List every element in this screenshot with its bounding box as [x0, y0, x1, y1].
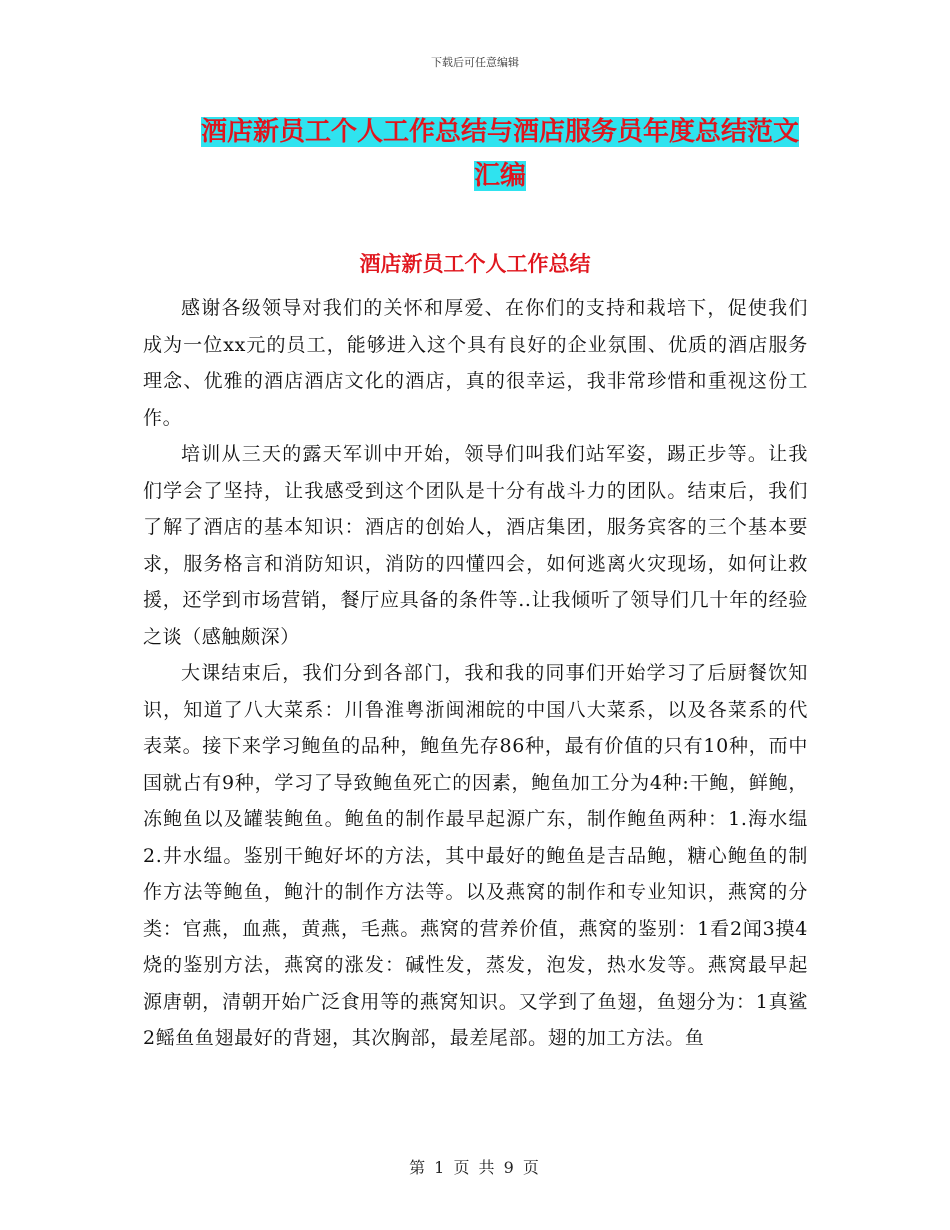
section-title: 酒店新员工个人工作总结	[359, 251, 591, 276]
document-title	[190, 110, 810, 198]
paragraph: 培训从三天的露天军训中开始，领导们叫我们站军姿，踢正步等。让我们学会了坚持，让我感受到这个团队是十分有战斗力的团队。结束后，我们了解了酒店的基本知识：酒店的创始人，酒店集团，服务宾客的三个基本要求，服务格言和消防知识，消防的四懂四会，如何逃离火灾现场，如何让救援，还学到市场营销，餐厅应具备的条件等..让我倾听了领导们几十年的经验之谈（感触颇深）	[143, 443, 808, 648]
body-text	[143, 290, 808, 1057]
paragraph: 大课结束后，我们分到各部门，我和我的同事们开始学习了后厨餐饮知识，知道了八大菜系：川鲁淮粤浙闽湘皖的中国八大菜系，以及各菜系的代表菜。接下来学习鲍鱼的品种，鲍鱼先存86种，最有价值的只有10种，而中国就占有9种，学习了导致鲍鱼死亡的因素，鲍鱼加工分为4种:干鲍，鲜鲍，冻鲍鱼以及罐装鲍鱼。鲍鱼的制作最早起源广东，制作鲍鱼两种：1.海水缊 2.井水缊。鉴别干鲍好坏的方法，其中最好的鲍鱼是吉品鲍，糖心鲍鱼的制作方法等鲍鱼，鲍汁的制作方法等。以及燕窝的制作和专业知识，燕窝的分类：官燕，血燕，黄燕，毛燕。燕窝的营养价值，燕窝的鉴别：1看2闻3摸4烧的鉴别方法，燕窝的涨发：碱性发，蒸发，泡发，热水发等。燕窝最早起源唐朝，清朝开始广泛食用等的燕窝知识。又学到了鱼翅，鱼翅分为：1真鲨2鳐鱼鱼翅最好的背翅，其次胸部，最差尾部。翅的加工方法。鱼	[143, 662, 808, 1049]
document-title-line-1: 酒店新员工个人工作总结与酒店服务员年度总结范文	[200, 117, 799, 147]
header-note: 下载后可任意编辑	[431, 56, 519, 69]
paragraph: 感谢各级领导对我们的关怀和厚爱、在你们的支持和栽培下，促使我们成为一位xx元的员工，能够进入这个具有良好的企业氛围、优质的酒店服务理念、优雅的酒店酒店文化的酒店，真的很幸运，我非常珍惜和重视这份工作。	[143, 297, 808, 429]
page-number: 第 1 页 共 9 页	[409, 1158, 541, 1177]
document-title-line-2: 汇编	[473, 161, 526, 191]
